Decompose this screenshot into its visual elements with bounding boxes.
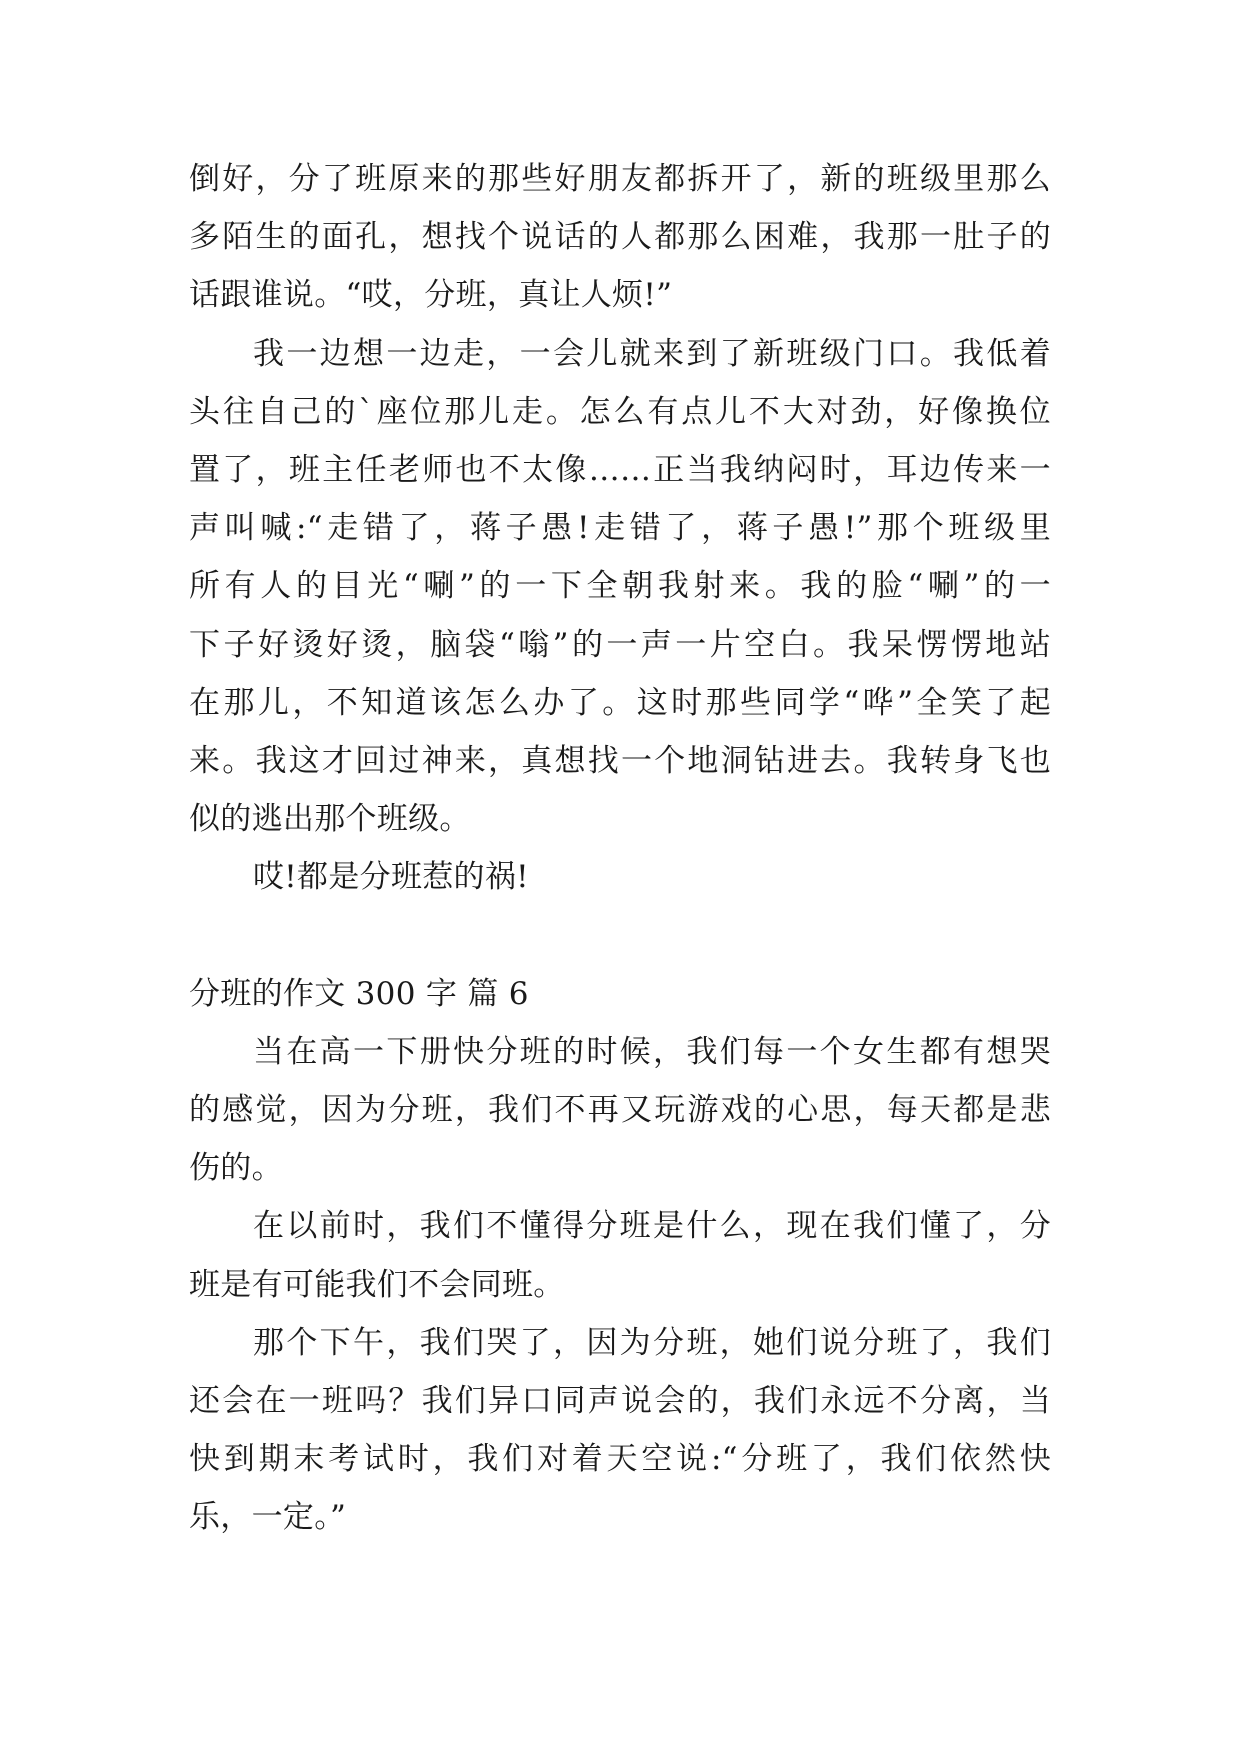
text-line: 在以前时，我们不懂得分班是什么，现在我们懂了，分 — [253, 1208, 1051, 1245]
text-line: 伤的。 — [189, 1150, 283, 1187]
text-line: 乐，一定。” — [189, 1499, 347, 1536]
text-line: 来。我这才回过神来，真想找一个地洞钻进去。我转身飞也 — [189, 742, 1051, 779]
text-line: 那个下午，我们哭了，因为分班，她们说分班了，我们 — [253, 1324, 1051, 1361]
text-line: 当在高一下册快分班的时候，我们每一个女生都有想哭 — [253, 1033, 1051, 1070]
paragraph — [189, 1023, 1051, 1198]
section-heading: 分班的作文 300 字 篇 6 — [189, 975, 529, 1012]
text-line: 多陌生的面孔，想找个说话的人都那么困难，我那一肚子的 — [189, 219, 1051, 256]
text-line: 哎!都是分班惹的祸! — [253, 859, 529, 896]
text-line: 快到期末考试时，我们对着天空说:“分班了，我们依然快 — [189, 1441, 1051, 1478]
text-line: 声叫喊:“走错了，蒋子愚!走错了，蒋子愚!”那个班级里 — [189, 510, 1051, 547]
paragraph — [189, 325, 1051, 849]
document-page — [189, 150, 1051, 1547]
text-line: 的感觉，因为分班，我们不再又玩游戏的心思，每天都是悲 — [189, 1092, 1051, 1128]
text-line: 我一边想一边走，一会儿就来到了新班级门口。我低着 — [253, 335, 1051, 372]
text-line: 似的逃出那个班级。 — [189, 801, 471, 838]
paragraph-continued — [189, 150, 1051, 325]
text-line: 下子好烫好烫，脑袋“嗡”的一声一片空白。我呆愣愣地站 — [189, 626, 1051, 663]
paragraph — [189, 848, 1051, 906]
section-spacer — [189, 906, 1051, 964]
text-line: 班是有可能我们不会同班。 — [189, 1266, 565, 1303]
text-line: 置了，班主任老师也不太像……正当我纳闷时，耳边传来一 — [189, 451, 1051, 488]
text-line: 头往自己的`座位那儿走。怎么有点儿不大对劲，好像换位 — [189, 393, 1051, 430]
text-line: 在那儿，不知道该怎么办了。这时那些同学“哗”全笑了起 — [189, 684, 1051, 721]
text-line: 所有人的目光“唰”的一下全朝我射来。我的脸“唰”的一 — [189, 568, 1051, 605]
paragraph — [189, 1314, 1051, 1547]
text-line: 还会在一班吗？我们异口同声说会的，我们永远不分离，当 — [189, 1382, 1051, 1419]
text-line: 话跟谁说。“哎，分班，真让人烦!” — [189, 277, 673, 314]
paragraph — [189, 1197, 1051, 1313]
text-line: 倒好，分了班原来的那些好朋友都拆开了，新的班级里那么 — [189, 161, 1051, 197]
